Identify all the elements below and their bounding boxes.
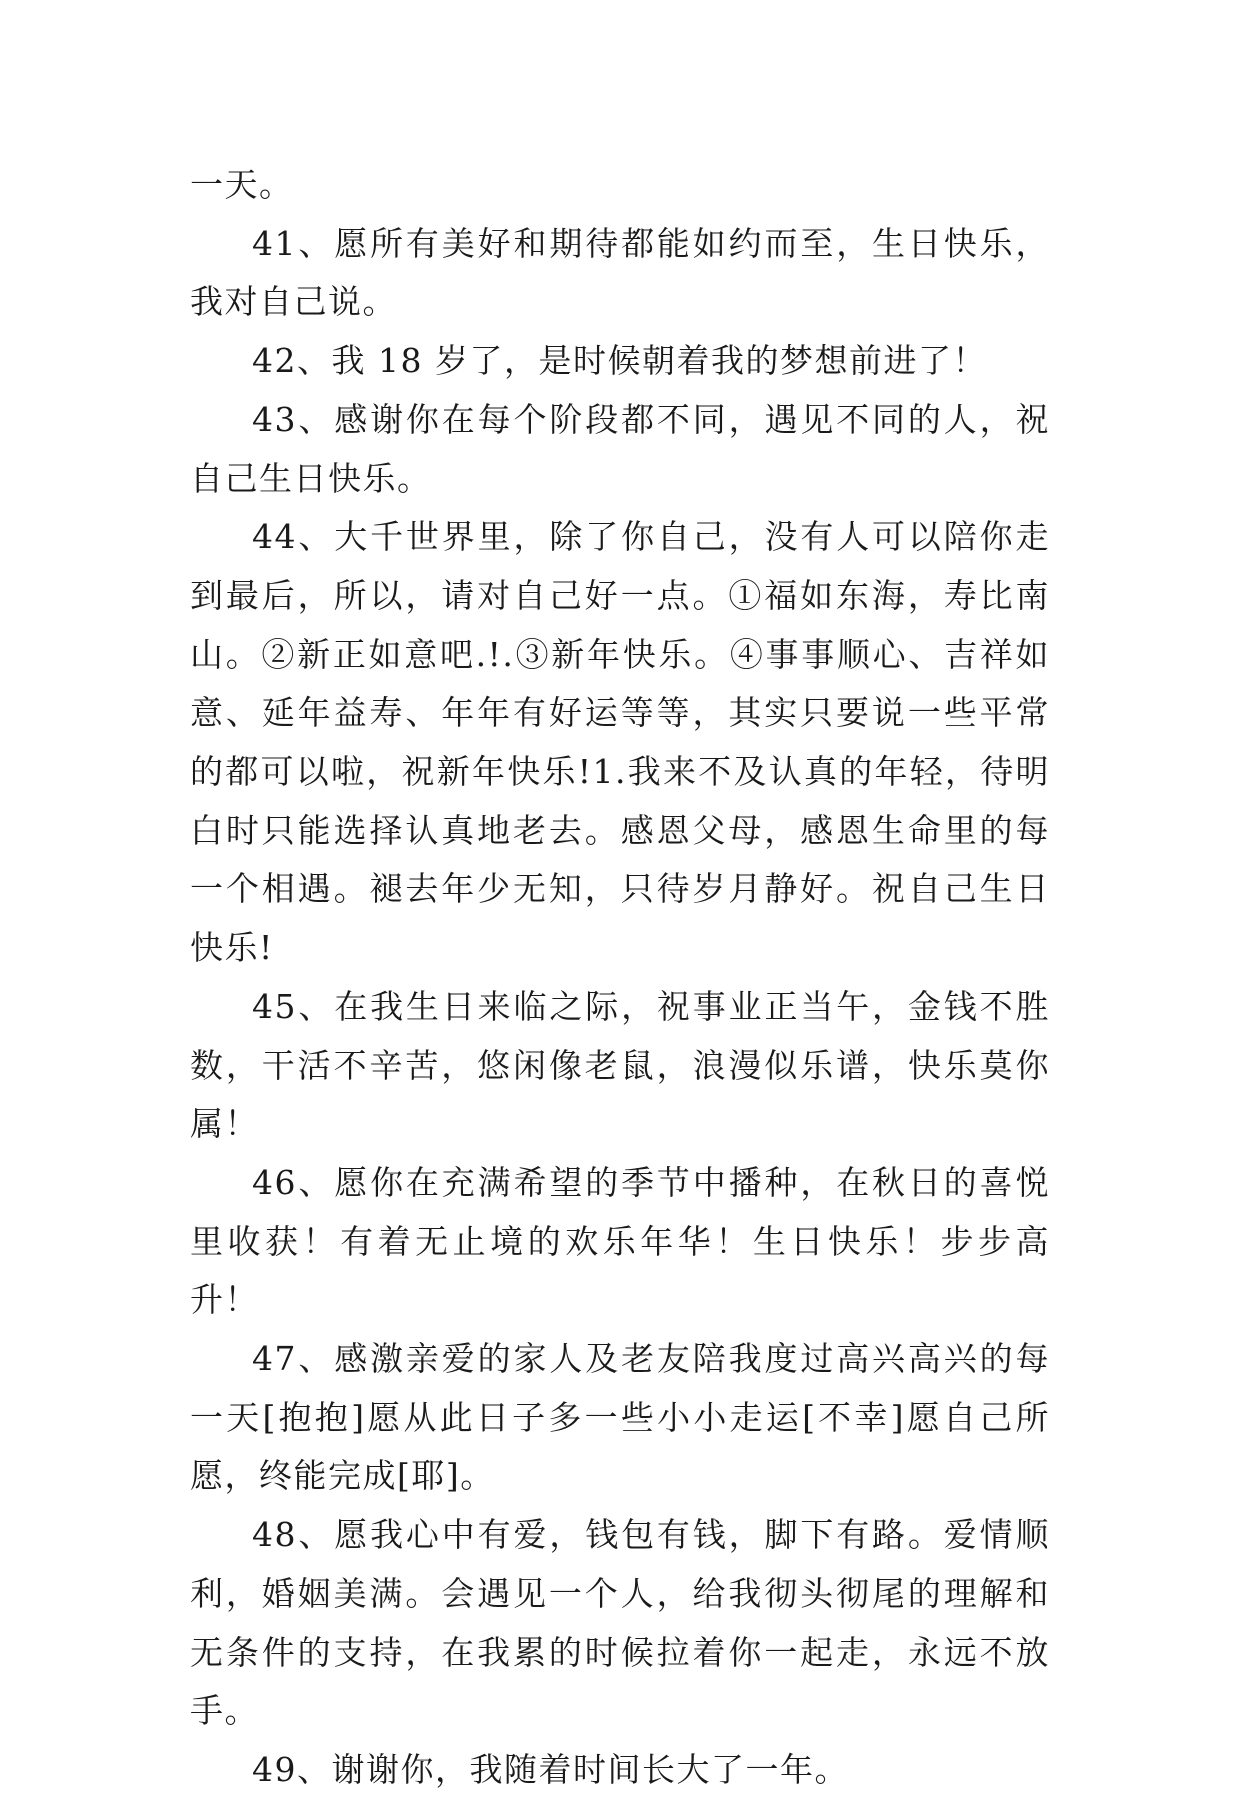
paragraph-49: 49、谢谢你，我随着时间长大了一年。 — [252, 1749, 849, 1789]
paragraph-43: 43、感谢你在每个阶段都不同，遇见不同的人，祝自己生日快乐。 — [190, 399, 1050, 498]
paragraph-46: 46、愿你在充满希望的季节中播种，在秋日的喜悦里收获！有着无止境的欢乐年华！生日快乐！步步高升！ — [190, 1162, 1050, 1320]
paragraph-45: 45、在我生日来临之际，祝事业正当午，金钱不胜数，干活不辛苦，悠闲像老鼠，浪漫似乐谱，快乐莫你属！ — [190, 986, 1050, 1144]
document-page — [190, 156, 1050, 1800]
paragraph-44: 44、大千世界里，除了你自己，没有人可以陪你走到最后，所以，请对自己好一点。①福如东海，寿比南山。②新正如意吧.!.③新年快乐。④事事顺心、吉祥如意、延年益寿、年年有好运等等，其实只要说一些平常的都可以啦，祝新年快乐!1.我来不及认真的年轻，待明白时只能选择认真地老去。感恩父母，感恩生命里的每一个相遇。褪去年少无知，只待岁月静好。祝自己生日快乐! — [190, 517, 1050, 968]
paragraph-41: 41、愿所有美好和期待都能如约而至，生日快乐，我对自己说。 — [190, 223, 1050, 322]
paragraph-42: 42、我 18 岁了，是时候朝着我的梦想前进了！ — [252, 341, 987, 381]
paragraph-continuation: 一天。 — [190, 165, 294, 204]
paragraph-47: 47、感激亲爱的家人及老友陪我度过高兴高兴的每一天[抱抱]愿从此日子多一些小小走运[不幸]愿自己所愿，终能完成[耶]。 — [190, 1339, 1050, 1496]
paragraph-48: 48、愿我心中有爱，钱包有钱，脚下有路。爱情顺利，婚姻美满。会遇见一个人，给我彻头彻尾的理解和无条件的支持，在我累的时候拉着你一起走，永远不放手。 — [190, 1515, 1050, 1731]
